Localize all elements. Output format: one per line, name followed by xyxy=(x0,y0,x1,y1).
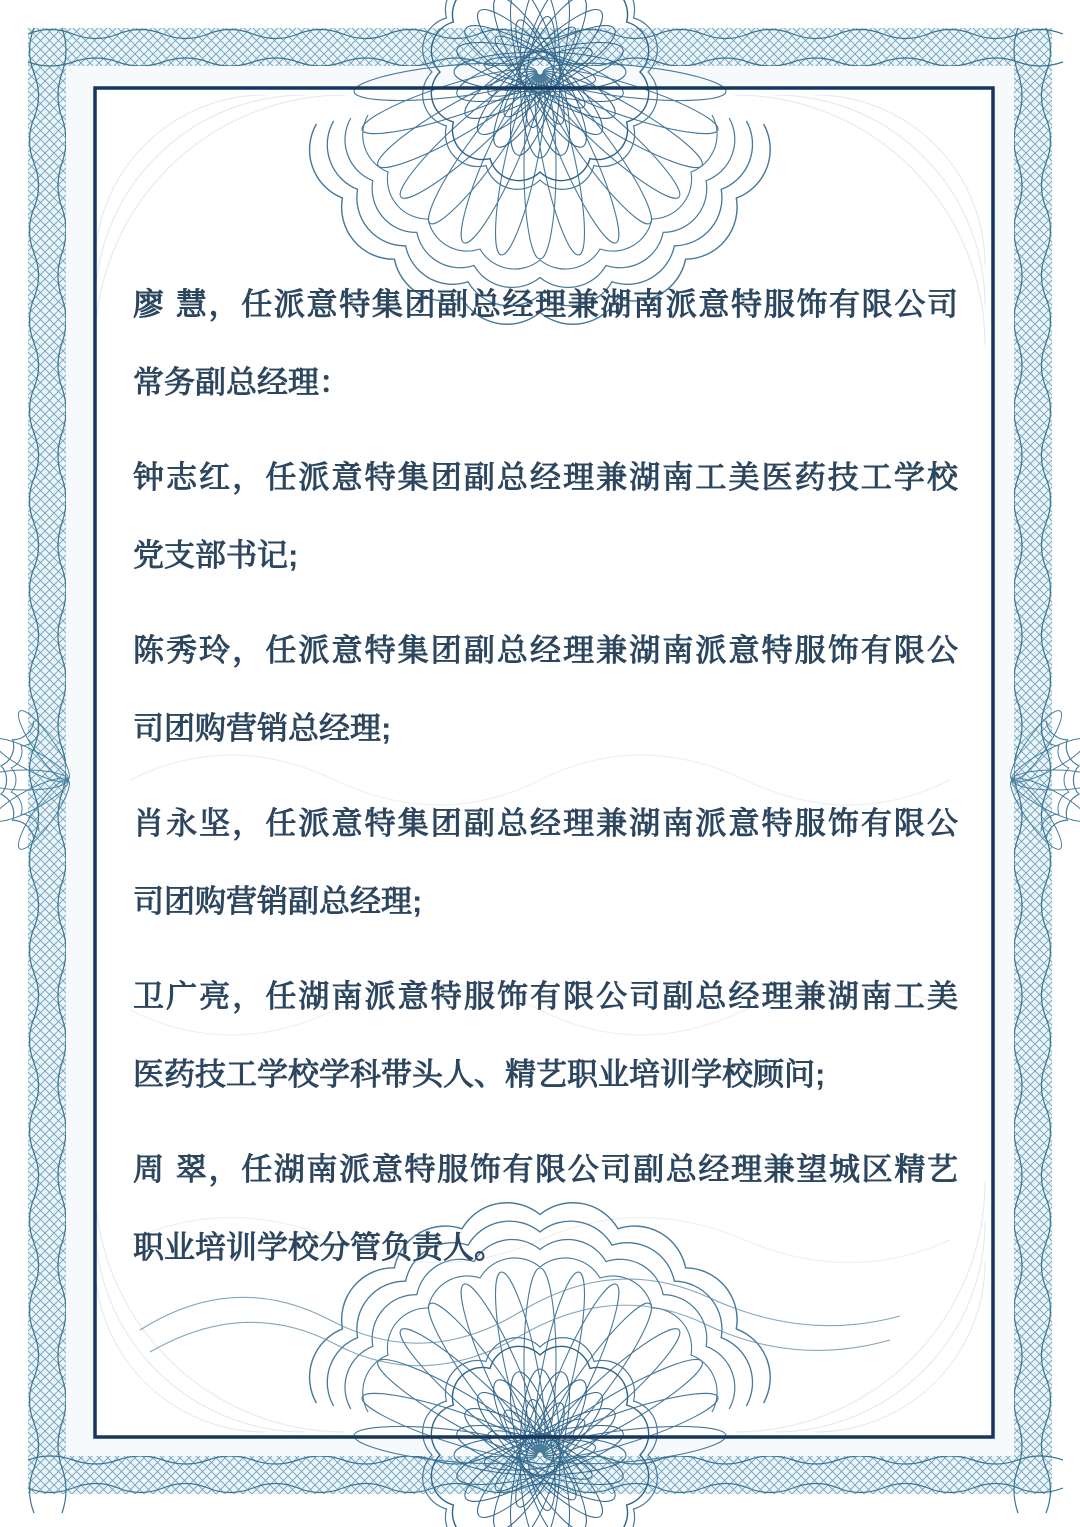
appointment-paragraph xyxy=(133,266,958,422)
notice-line: 廖 慧，任派意特集团副总经理兼湖南派意特服饰有限公司 xyxy=(133,287,958,322)
appointment-paragraph xyxy=(133,439,958,595)
notice-line: 司团购营销总经理; xyxy=(133,711,392,746)
notice-line: 陈秀玲，任派意特集团副总经理兼湖南派意特服饰有限公 xyxy=(133,633,958,668)
notice-line: 司团购营销副总经理; xyxy=(133,884,423,919)
appointment-paragraph xyxy=(133,1131,958,1287)
appointment-paragraph xyxy=(133,612,958,768)
notice-line: 党支部书记; xyxy=(133,538,299,573)
notice-line: 肖永坚，任派意特集团副总经理兼湖南派意特服饰有限公 xyxy=(133,806,958,841)
notice-line: 常务副总经理： xyxy=(133,365,350,400)
notice-line: 周 翠，任湖南派意特服饰有限公司副总经理兼望城区精艺 xyxy=(133,1152,958,1187)
notice-line: 卫广亮，任湖南派意特服饰有限公司副总经理兼湖南工美 xyxy=(133,979,958,1014)
notice-line: 钟志红，任派意特集团副总经理兼湖南工美医药技工学校 xyxy=(133,460,958,495)
notice-line: 医药技工学校学科带头人、精艺职业培训学校顾问; xyxy=(133,1057,826,1092)
bottom-wide-waves xyxy=(140,1279,900,1366)
appointment-paragraph xyxy=(133,785,958,941)
notice-line: 职业培训学校分管负责人。 xyxy=(133,1230,505,1265)
notice-body xyxy=(133,266,958,1287)
appointment-paragraph xyxy=(133,958,958,1114)
